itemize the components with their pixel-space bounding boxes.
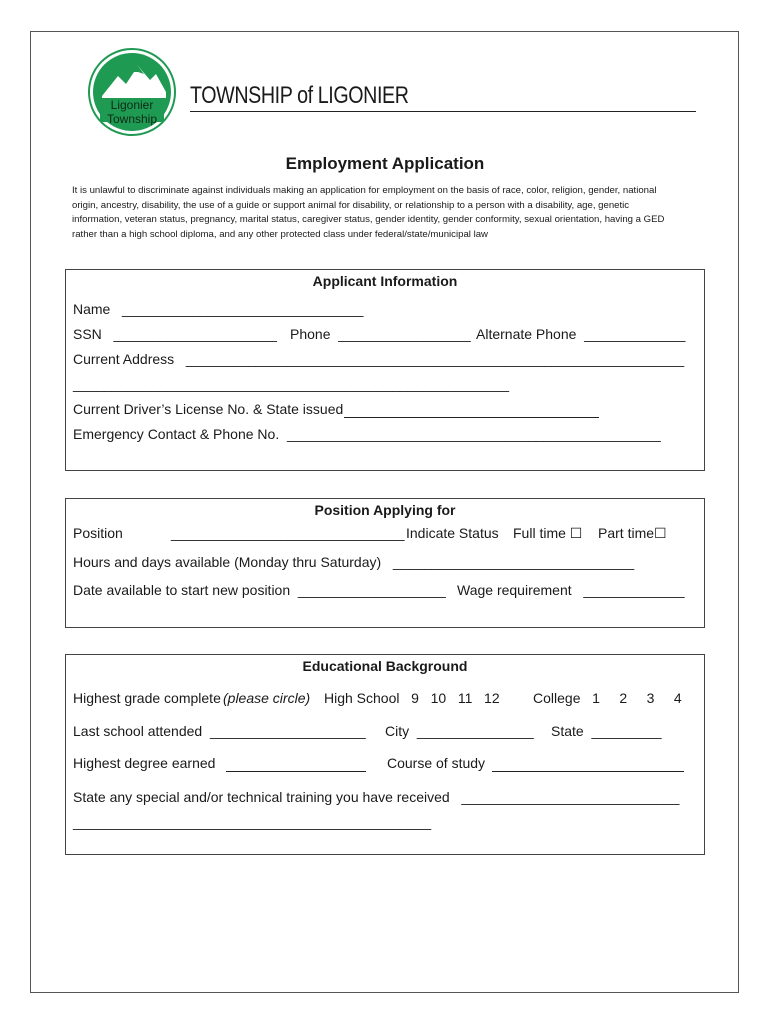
wage-requirement-field[interactable]: Wage requirement _____________ — [457, 582, 685, 598]
emergency-contact-field[interactable]: Emergency Contact & Phone No. ________________________________________________ — [73, 426, 661, 442]
date-available-field[interactable]: Date available to start new position ___________________ — [73, 582, 446, 598]
highest-degree-field[interactable] — [226, 771, 366, 772]
please-circle-note: (please circle) — [223, 690, 311, 706]
form-title: Employment Application — [285, 154, 485, 173]
position-label: Position — [73, 525, 123, 541]
section-heading: Applicant Information — [312, 273, 458, 289]
last-school-field[interactable]: Last school attended ____________________ — [73, 723, 366, 739]
drivers-license-label: Current Driver’s License No. & State issued — [73, 401, 344, 417]
title-underline — [190, 111, 696, 112]
ssn-field[interactable]: SSN _____________________ — [73, 326, 277, 342]
section-heading: Position Applying for — [314, 502, 456, 518]
college-options[interactable]: College 1 2 3 4 — [533, 690, 682, 706]
alternate-phone-field[interactable]: Alternate Phone _____________ — [476, 326, 686, 342]
phone-field[interactable]: Phone _________________ — [290, 326, 471, 342]
address-continued-field[interactable]: ________________________________________________________ — [73, 376, 510, 392]
educational-background-section — [65, 654, 705, 855]
current-address-field[interactable]: Current Address ________________________________________________________________ — [73, 351, 685, 367]
city-field[interactable]: City _______________ — [385, 723, 534, 739]
township-title: TOWNSHIP of LIGONIER — [190, 82, 409, 109]
disclaimer-text — [72, 184, 702, 242]
disclaimer-line: information, veteran status, pregnancy, marital status, caregiver status, gender identity, gender conformity, sexual orientation, having a GED — [72, 214, 665, 225]
highest-degree-label: Highest degree earned — [73, 755, 216, 771]
position-field[interactable]: ______________________________ — [171, 525, 405, 541]
applicant-information-section — [65, 269, 705, 471]
disclaimer-line: rather than a high school diploma, and any other protected class under federal/state/municipal law — [72, 228, 488, 240]
township-logo — [88, 48, 176, 136]
section-heading: Educational Background — [302, 658, 468, 674]
highest-grade-label: Highest grade complete — [73, 690, 225, 706]
part-time-checkbox[interactable]: Part time☐ — [598, 525, 667, 541]
full-time-checkbox[interactable]: Full time ☐ — [513, 525, 583, 541]
indicate-status-label: Indicate Status — [406, 525, 499, 541]
position-section — [65, 498, 705, 628]
logo-text-township: Township — [106, 112, 158, 126]
special-training-field[interactable]: State any special and/or technical training you have received ____________________________ — [73, 789, 680, 805]
logo-text-ligonier: Ligonier — [110, 98, 154, 112]
state-field[interactable]: State _________ — [551, 723, 662, 739]
drivers-license-field[interactable] — [344, 417, 599, 418]
disclaimer-line: It is unlawful to discriminate against individuals making an application for employment on the basis of race, color, religion, gender, national — [72, 185, 657, 196]
name-field[interactable]: Name _______________________________ — [73, 301, 364, 317]
disclaimer-line: origin, ancestry, disability, the use of a guide or support animal for disability, or relationship to a person with a disability, age, genetic — [72, 199, 630, 211]
course-of-study-label: Course of study — [387, 755, 486, 771]
special-training-continued-field[interactable]: ______________________________________________ — [73, 814, 432, 830]
course-of-study-field[interactable] — [492, 771, 684, 772]
hours-available-field[interactable]: Hours and days available (Monday thru Saturday) _______________________________ — [73, 554, 635, 570]
high-school-options[interactable]: High School 9 10 11 12 — [324, 690, 500, 706]
